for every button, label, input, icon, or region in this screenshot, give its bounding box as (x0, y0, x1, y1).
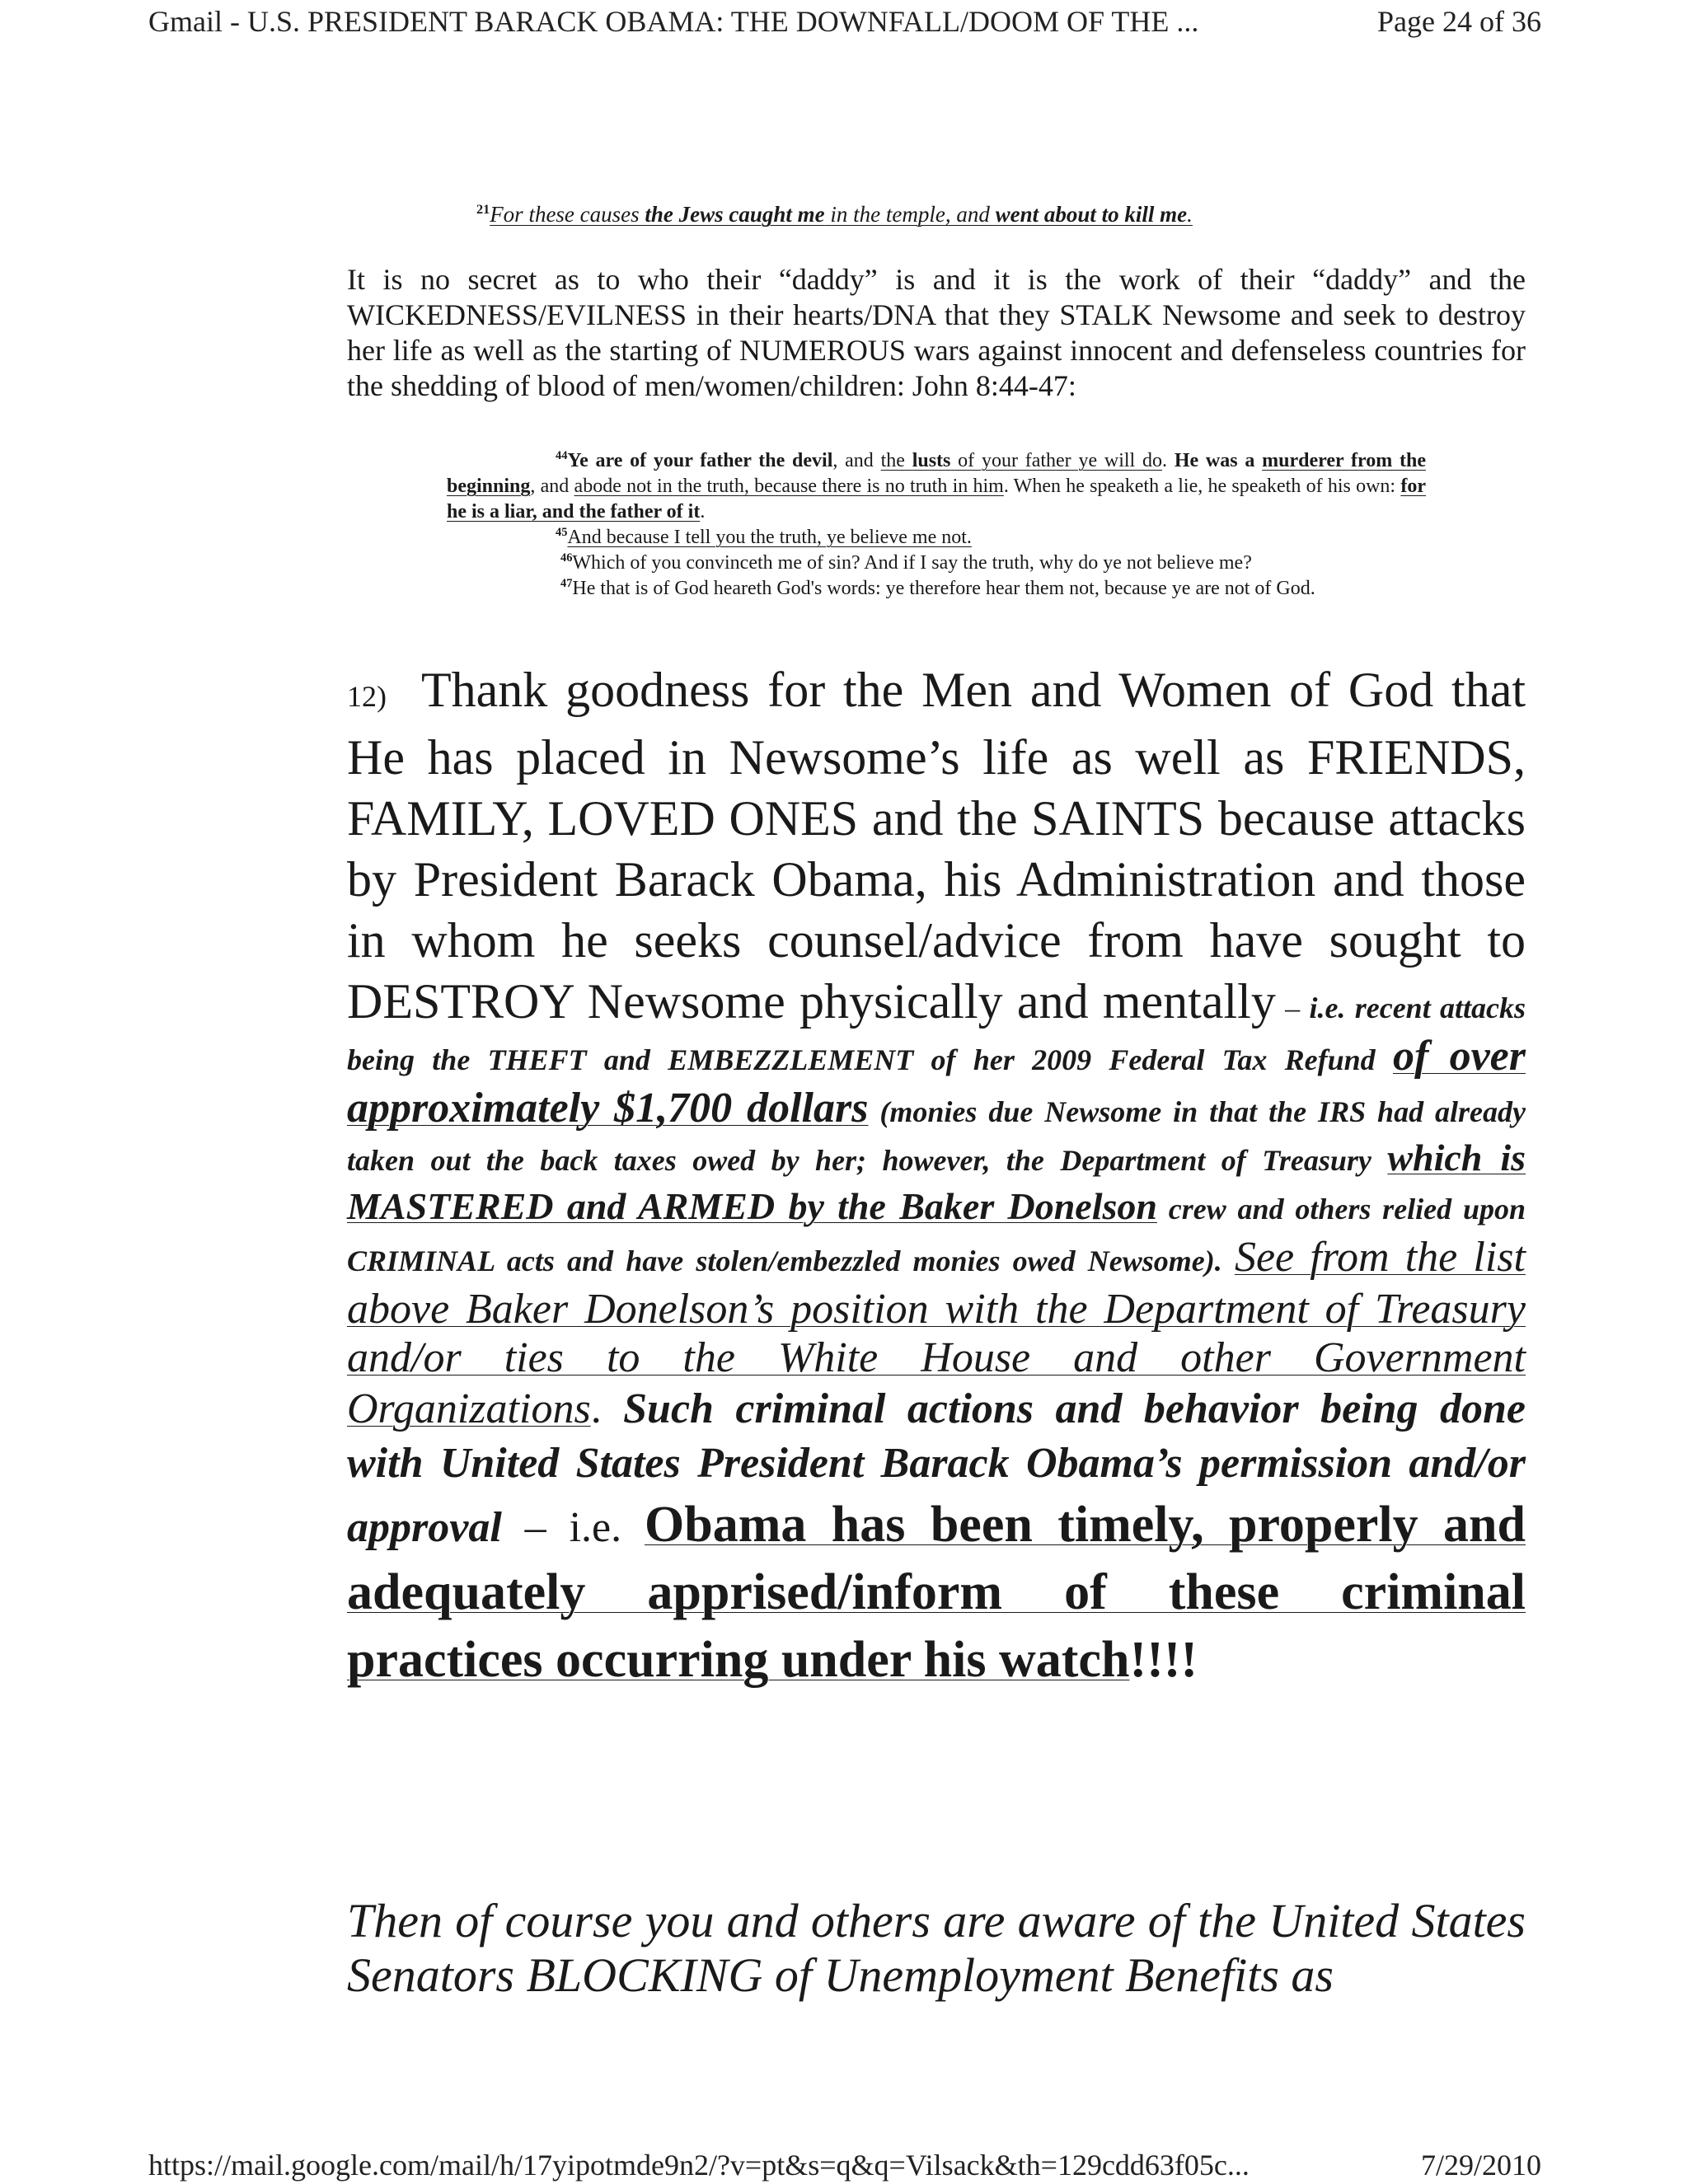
verse-segment: . (1162, 450, 1175, 471)
verse-underlined: And because I tell you the truth, ye believe me not. (567, 527, 972, 548)
verse-emphasis: lusts (912, 450, 951, 471)
verse-46 (447, 551, 1426, 576)
ie-text: – i.e. (501, 1504, 645, 1551)
verse-emphasis: murderer from the beginning (447, 450, 1426, 497)
point-12-opening (347, 663, 1526, 1029)
verse-segment: . When he speaketh a lie, he speaketh of his own: (1003, 476, 1401, 497)
verse-number: 45 (556, 526, 568, 539)
verse-segment: in the temple, and (824, 202, 996, 227)
verse-segment: , and (832, 450, 881, 471)
point-text-bold-italic: (monies due Newsome in that the IRS had already taken out the back taxes owed by her; however, the Department of Treasury (347, 1095, 1526, 1177)
verse-47 (447, 576, 1426, 602)
verse-number: 21 (476, 202, 490, 217)
paragraph-senators: Then of course you and others are aware of the United States Senators BLOCKING of Unemployment Benefits as (347, 1894, 1526, 2002)
point-text-bold-italic: crew and others relied upon CRIMINAL acts and have stolen/embezzled monies owed Newsome). (347, 1193, 1526, 1277)
punctuation: . (590, 1385, 624, 1432)
verse-emphasis: Ye are of your father the devil (567, 450, 833, 471)
point-text-bold-italic: i.e. recent attacks being the THEFT and EMBEZZLEMENT of her 2009 Federal Tax Refund (347, 991, 1526, 1076)
page-url: https://mail.google.com/mail/h/17yipotmde9n2/?v=pt&s=q&q=Vilsack&th=129cdd63f05c... (148, 2149, 1250, 2182)
exclamations: !!!! (1129, 1632, 1198, 1688)
verse-segment: . (1187, 202, 1193, 227)
verse-segment: For these causes (490, 202, 645, 227)
print-date: 7/29/2010 (1420, 2149, 1541, 2182)
verse-segment: the (880, 450, 912, 471)
numbered-point-12 (347, 659, 1526, 1694)
verse-segment: . (700, 501, 706, 523)
verse-emphasis: He was a (1174, 450, 1263, 471)
point-text: Thank goodness for the Men and Women of God that He has placed in Newsome’s life as well as FRIENDS, FAMILY, LOVED ONES and the SAINTS because attacks by President Barack Obama, his Administration and those in whom he seeks counsel/advice from have sought to DESTROY Newsome physically and mentally (347, 663, 1526, 1029)
email-subject-title: Gmail - U.S. PRESIDENT BARACK OBAMA: THE DOWNFALL/DOOM OF THE ... (148, 5, 1199, 38)
verse-text: Which of you convinceth me of sin? And if I say the truth, why do ye not believe me? (572, 552, 1252, 574)
verse-44 (447, 448, 1426, 525)
refund-amount: of over approximately $1,700 dollars (347, 1033, 1526, 1132)
see-list-above: See from the list above Baker Donelson’s position with the Department of Treasury and/or ties to the White House and other Government Organizations (347, 1234, 1526, 1432)
verse-segment: of your father ye will do (950, 450, 1163, 471)
baker-donelson-emphasis: which is MASTERED and ARMED by the Baker Donelson (347, 1137, 1526, 1227)
verse-emphasis: for he is a liar, and the father of it (447, 476, 1426, 523)
paragraph-daddy: It is no secret as to who their “daddy” is and it is the work of their “daddy” and the WICKEDNESS/EVILNESS in their hearts/DNA that they STALK Newsome and seek to destroy her life as well as the starting of NUMEROUS wars against innocent and defenseless countries for the shedding of blood of men/women/children: John 8:44-47: (347, 263, 1526, 402)
verse-emphasis: the Jews caught me (645, 202, 825, 227)
verse-number: 46 (560, 551, 573, 565)
verse-text: He that is of God heareth God's words: ye therefore hear them not, because ye are not of God. (572, 578, 1315, 599)
verse-number: 44 (556, 449, 568, 462)
verse-text (490, 202, 1193, 227)
verse-underlined (881, 450, 1162, 471)
verse-number: 47 (560, 577, 573, 590)
print-footer (148, 2146, 1541, 2184)
verse-underlined: abode not in the truth, because there is no truth in him (574, 476, 1004, 497)
verse-emphasis: went about to kill me (995, 202, 1188, 227)
criminal-actions-text: Such criminal actions and behavior being done with United States President Barack Obama’s permission and/or approval (347, 1385, 1526, 1551)
scripture-quote-john-8 (447, 448, 1426, 602)
verse-21 (476, 191, 1630, 237)
dash: – (1275, 991, 1310, 1024)
obama-apprised-text: Obama has been timely, properly and adequately apprised/inform of these criminal practices occurring under his watch (347, 1497, 1526, 1688)
point-number: 12) (347, 680, 387, 713)
verse-45 (447, 525, 1426, 551)
print-header (148, 0, 1541, 49)
page-number: Page 24 of 36 (1377, 5, 1541, 38)
verse-segment: , and (530, 476, 574, 497)
